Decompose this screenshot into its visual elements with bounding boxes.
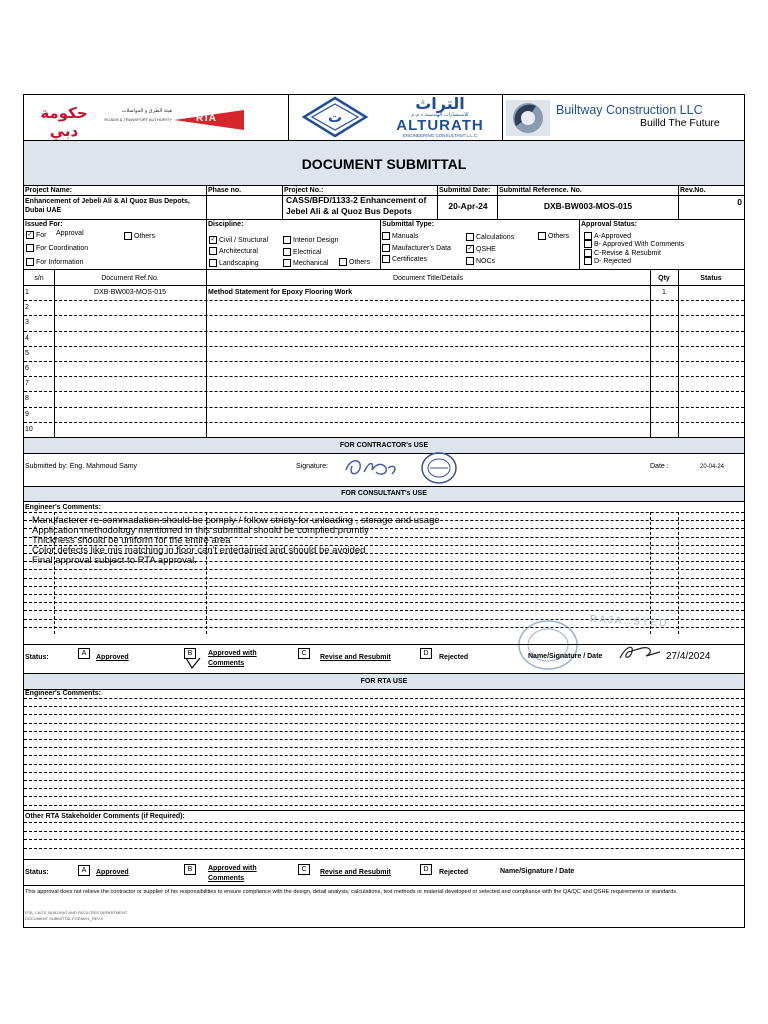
alturath-arabic: التراث xyxy=(415,94,465,113)
approval-a-checkbox[interactable] xyxy=(584,232,592,240)
consultant-stamp-text: RAJA..SYED xyxy=(589,613,669,630)
type-manufacturer[interactable]: Maufacturer's Data xyxy=(382,244,451,253)
page-title: DOCUMENT SUBMITTAL xyxy=(301,156,467,172)
contractor-name: Builtway Construction LLC xyxy=(556,103,703,117)
row-sn: 4 xyxy=(25,334,29,342)
discipline-landscaping[interactable]: Landscaping xyxy=(209,259,259,268)
approval-b[interactable]: B- Approved With Comments xyxy=(584,240,684,249)
discipline-others[interactable]: Others xyxy=(339,258,370,267)
col-sn: s/n xyxy=(34,275,44,282)
submittal-ref-value: DXB-BW003-MOS-015 xyxy=(543,201,633,211)
submitted-by: Submitted by: Eng. Mahmoud Samy xyxy=(25,463,138,470)
type-qshe[interactable]: ✓ QSHE xyxy=(467,245,496,253)
consultant-b-box[interactable]: B xyxy=(184,648,196,659)
discipline-label: Discipline: xyxy=(208,221,244,228)
consultant-comment-line: Manufacterer re-commadation should be comply / follow stricty for unloading , storage and usage xyxy=(32,515,440,526)
table-row xyxy=(24,422,744,437)
type-nocs[interactable]: NOCs xyxy=(466,257,495,266)
discipline-electrical[interactable]: Electrical xyxy=(283,248,321,257)
approval-b-checkbox[interactable] xyxy=(584,240,592,248)
issued-for-coordination[interactable]: For Coordination xyxy=(26,244,88,253)
signature-label: Signature: xyxy=(296,463,328,470)
calculations-checkbox[interactable] xyxy=(466,233,474,241)
contractor-use-bar: FOR CONTRACTOR's USE xyxy=(24,437,744,454)
builtway-emblem xyxy=(506,100,550,136)
col-title: Document Title/Details xyxy=(392,275,464,282)
alturath-sub: ENGINEERING CONSULTANT L.L.C xyxy=(402,133,478,138)
rta-arabic: هيئة الطرق و المواصلات xyxy=(121,108,172,114)
contractor-date-value: 20-04-24 xyxy=(700,464,725,470)
row-title: Method Statement for Epoxy Flooring Work xyxy=(208,289,353,296)
consultant-use-bar: FOR CONSULTANT's USE xyxy=(24,486,744,502)
consultant-c-box[interactable]: C xyxy=(298,648,310,659)
issued-for-label: Issued For: xyxy=(25,221,63,228)
approval-a[interactable]: A-Approved xyxy=(584,232,631,241)
landscaping-checkbox[interactable] xyxy=(209,259,217,267)
table-row xyxy=(24,285,744,300)
type-calculations[interactable]: Calculations xyxy=(466,233,514,242)
contractor-stamp xyxy=(420,452,458,484)
discipline-civil[interactable]: ✓ Civil / Structural xyxy=(210,236,269,244)
rta-approved: Approved xyxy=(96,869,129,876)
contractor-tagline: Builld The Future xyxy=(640,117,720,129)
row-sn: 2 xyxy=(25,304,29,312)
consultant-approved: Approved xyxy=(96,654,129,661)
information-checkbox[interactable] xyxy=(26,258,34,266)
col-status: Status xyxy=(700,275,722,282)
table-row xyxy=(24,300,744,315)
rta-english: ROADS & TRANSPORT AUTHORITY xyxy=(104,117,172,122)
alturath-logo xyxy=(380,96,500,140)
consultant-comments xyxy=(32,516,440,566)
qshe-checkbox[interactable]: ✓ xyxy=(467,246,473,252)
rta-status-label: Status: xyxy=(25,869,49,876)
rta-other-label: Other RTA Stakeholder Comments (if Required): xyxy=(25,813,185,820)
issued-for-others[interactable]: Others xyxy=(124,232,155,241)
consultant-d-box[interactable]: D xyxy=(420,648,432,659)
row-ref: DXB-BW003-MOS-015 xyxy=(94,289,166,296)
project-no-value: CASS/BFD/1133-2 Enhancement of Jebel Ali & al Quoz Bus Depots xyxy=(286,195,427,216)
consultant-comment-line: Application methodology mentioned in this submittal should be complied promtly xyxy=(32,525,369,536)
consultant-status-label: Status: xyxy=(25,654,49,661)
type-others-checkbox[interactable] xyxy=(538,232,546,240)
submittal-type-label: Submittal Type: xyxy=(382,221,434,228)
manufacturer-checkbox[interactable] xyxy=(382,244,390,252)
row-sn: 3 xyxy=(25,319,29,327)
row-sn: 1 xyxy=(25,289,29,296)
coordination-checkbox[interactable] xyxy=(26,244,34,252)
rta-c-box[interactable]: C xyxy=(298,864,310,875)
submittal-date-value: 20-Apr-24 xyxy=(448,201,488,211)
rta-revise: Revise and Resubmit xyxy=(320,869,391,876)
phase-label: Phase no. xyxy=(208,187,242,194)
manuals-checkbox[interactable] xyxy=(382,232,390,240)
table-row xyxy=(24,391,744,406)
rev-no-label: Rev.No. xyxy=(680,187,706,194)
rta-logo xyxy=(86,108,246,136)
gov-arabic: حكومة دبي xyxy=(40,104,88,140)
rta-b-box[interactable]: B xyxy=(184,864,196,875)
project-no-label: Project No.: xyxy=(284,187,324,194)
rta-comments-label: Engineer's Comments: xyxy=(25,690,101,697)
discipline-interior[interactable]: Interior Design xyxy=(283,236,339,245)
rta-a-box[interactable]: A xyxy=(78,865,90,876)
footer-dept: RTA_CAGS_BUILDING AND FACILITIES DEPARTMENT xyxy=(25,910,128,915)
alturath-emblem xyxy=(300,96,370,138)
issued-for-approval-text: Approval xyxy=(56,230,84,237)
row-sn: 8 xyxy=(25,395,29,403)
consultant-comment-line: Thickness should be uniform for the entire area xyxy=(32,535,231,546)
col-ref: Document Ref.No. xyxy=(101,275,159,282)
rta-use-bar: FOR RTA USE xyxy=(24,673,744,690)
rev-no-value: 0 xyxy=(737,197,742,207)
type-manuals[interactable]: Manuals xyxy=(382,232,418,241)
approval-checkbox[interactable]: ✓ xyxy=(27,232,33,238)
contractor-signature xyxy=(340,454,406,480)
civil-checkbox[interactable]: ✓ xyxy=(210,237,216,243)
row-sn: 7 xyxy=(25,380,29,388)
consultant-comment-line: Final approval subject to RTA approval. xyxy=(32,555,197,566)
table-row xyxy=(24,315,744,330)
nocs-checkbox[interactable] xyxy=(466,257,474,265)
consultant-signature xyxy=(616,638,666,668)
consultant-name-sig: Name/Signature / Date xyxy=(528,653,603,660)
table-row xyxy=(24,407,744,422)
disclaimer: This approval does not relieve the contractor or supplier of his responsibilities to ensure compliance with the design, detail analysis, calculations, test methods or material developed or selected and compliance with the QA/QC and QSHE requirements or standards. xyxy=(25,889,678,895)
rta-logo-text: RTA xyxy=(196,113,216,124)
alturath-sub-arabic: للاستشارات الهندسية ذ.م.م xyxy=(411,112,469,118)
alturath-name: ALTURATH xyxy=(396,117,484,134)
table-row xyxy=(24,361,744,376)
consultant-comments-label: Engineer's Comments: xyxy=(25,504,101,511)
row-sn: 10 xyxy=(25,425,33,433)
consultant-a-box[interactable]: A xyxy=(78,648,90,659)
consultant-comment-line: Color defects like mis matching in floor can't entertained and should be avoided xyxy=(32,545,366,556)
rta-name-sig: Name/Signature / Date xyxy=(500,868,575,875)
row-qty: 1 xyxy=(662,289,666,296)
consultant-approved-comments: Approved with Comments xyxy=(208,650,257,667)
approval-c-checkbox[interactable] xyxy=(584,249,592,257)
type-others[interactable]: Others xyxy=(538,232,569,241)
electrical-checkbox[interactable] xyxy=(283,248,291,256)
consultant-signed-date: 27/4/2024 xyxy=(666,651,711,662)
col-qty: Qty xyxy=(658,275,670,282)
certificates-checkbox[interactable] xyxy=(382,255,390,263)
approval-status-label: Approval Status: xyxy=(581,221,638,228)
others-checkbox[interactable] xyxy=(124,232,132,240)
project-name-value: Enhancement of Jebeli Ali & Al Quoz Bus Depots, Dubai UAE xyxy=(25,198,190,214)
contractor-date-label: Date : xyxy=(650,463,669,470)
project-name-label: Project Name: xyxy=(25,187,73,194)
consultant-revise: Revise and Resubmit xyxy=(320,654,391,661)
consultant-stamp xyxy=(516,618,580,672)
discipline-others-checkbox[interactable] xyxy=(339,258,347,266)
discipline-mechanical[interactable]: Mechanical xyxy=(283,259,328,268)
issued-for-approval[interactable]: ✓ For xyxy=(27,231,47,239)
mechanical-checkbox[interactable] xyxy=(283,259,291,267)
rta-d-box[interactable]: D xyxy=(420,864,432,875)
interior-checkbox[interactable] xyxy=(283,236,291,244)
svg-text:ت: ت xyxy=(327,110,343,126)
row-sn: 5 xyxy=(25,349,29,357)
issued-for-information[interactable]: For Information xyxy=(26,258,83,267)
table-row xyxy=(24,376,744,391)
rta-rejected: Rejected xyxy=(439,869,469,876)
consultant-b-tick xyxy=(184,656,202,670)
architectural-checkbox[interactable] xyxy=(209,247,217,255)
discipline-architectural[interactable]: Architectural xyxy=(209,247,258,256)
rta-approved-comments: Approved with Comments xyxy=(208,865,257,882)
submittal-ref-label: Submittal Reference. No. xyxy=(499,187,582,194)
row-sn: 6 xyxy=(25,365,29,372)
table-row xyxy=(24,331,744,346)
row-sn: 9 xyxy=(25,410,29,418)
approval-d[interactable]: D- Rejected xyxy=(584,257,631,266)
approval-d-checkbox[interactable] xyxy=(584,257,592,265)
approval-c[interactable]: C-Revise & Resubmit xyxy=(584,249,661,258)
consultant-rejected: Rejected xyxy=(439,654,469,661)
footer-form: DOCUMENT SUBMITTAL FORM/01_REV.0 xyxy=(25,916,104,921)
submittal-date-label: Submittal Date: xyxy=(439,187,491,194)
table-row xyxy=(24,346,744,361)
type-certificates[interactable]: Certificates xyxy=(382,255,427,264)
